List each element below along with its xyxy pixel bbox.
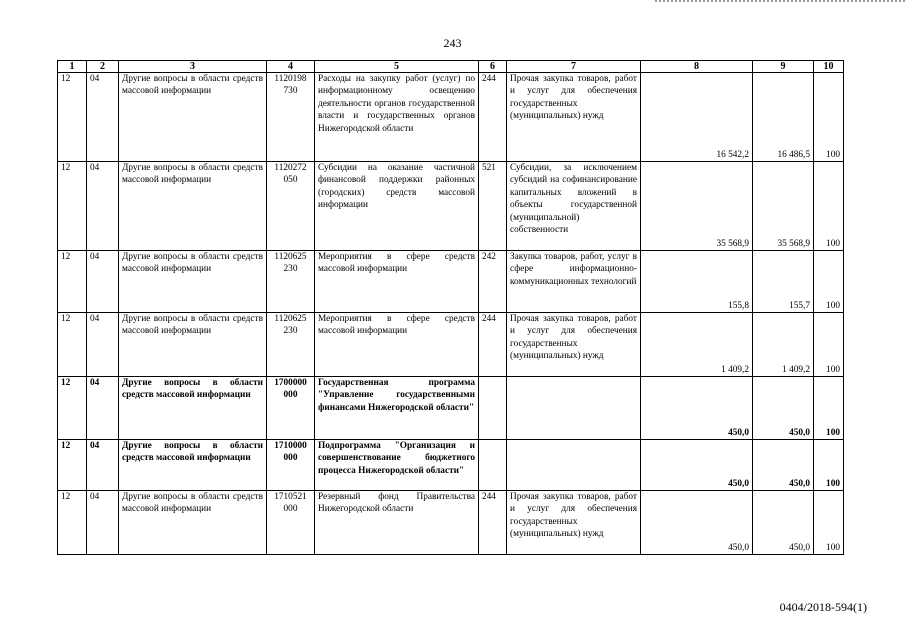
col-header-10: 10 bbox=[814, 61, 844, 73]
cell-target-name: Подпрограмма "Организация и совершенствование бюджетного процесса Нижегородской области" bbox=[315, 440, 479, 491]
cell-target-name: Резервный фонд Правительства Нижегородской области bbox=[315, 491, 479, 555]
table-row bbox=[58, 251, 844, 313]
cell-percent: 100 bbox=[814, 491, 844, 555]
cell-expense-name: Прочая закупка товаров, работ и услуг для обеспечения государственных (муниципальных) нужд bbox=[507, 313, 641, 377]
col-header-2: 2 bbox=[87, 61, 119, 73]
cell-section-name: Другие вопросы в области средств массовой информации bbox=[119, 73, 267, 162]
table-row bbox=[58, 440, 844, 491]
cell-target-code: 1710000 000 bbox=[267, 440, 315, 491]
cell-expense-name: Закупка товаров, работ, услуг в сфере информационно-коммуникационных технологий bbox=[507, 251, 641, 313]
cell-planned: 1 409,2 bbox=[641, 313, 753, 377]
col-header-8: 8 bbox=[641, 61, 753, 73]
cell-target-name: Мероприятия в сфере средств массовой информации bbox=[315, 313, 479, 377]
cell-target-name: Субсидии на оказание частичной финансовой поддержки районных (городских) средств массовой информации bbox=[315, 162, 479, 251]
cell-expense-name: Субсидии, за исключением субсидий на софинансирование капитальных вложений в объекты государственной (муниципальной) собственности bbox=[507, 162, 641, 251]
table-row bbox=[58, 377, 844, 440]
cell-section-name: Другие вопросы в области средств массовой информации bbox=[119, 162, 267, 251]
cell-planned: 35 568,9 bbox=[641, 162, 753, 251]
cell-expense-code: 244 bbox=[479, 491, 507, 555]
cell-subsection: 04 bbox=[87, 440, 119, 491]
table-row bbox=[58, 313, 844, 377]
cell-executed: 450,0 bbox=[753, 440, 814, 491]
cell-target-name: Расходы на закупку работ (услуг) по информационному освещению деятельности органов государственной власти и государственных органов Нижегородской области bbox=[315, 73, 479, 162]
cell-section: 12 bbox=[58, 251, 87, 313]
cell-section-name: Другие вопросы в области средств массовой информации bbox=[119, 251, 267, 313]
col-header-6: 6 bbox=[479, 61, 507, 73]
cell-expense-code: 244 bbox=[479, 73, 507, 162]
cell-expense-name: Прочая закупка товаров, работ и услуг для обеспечения государственных (муниципальных) нужд bbox=[507, 491, 641, 555]
col-header-7: 7 bbox=[507, 61, 641, 73]
cell-subsection: 04 bbox=[87, 491, 119, 555]
table-row bbox=[58, 162, 844, 251]
cell-executed: 155,7 bbox=[753, 251, 814, 313]
cell-executed: 16 486,5 bbox=[753, 73, 814, 162]
cell-percent: 100 bbox=[814, 73, 844, 162]
cell-executed: 450,0 bbox=[753, 491, 814, 555]
cell-section-name: Другие вопросы в области средств массовой информации bbox=[119, 491, 267, 555]
cell-percent: 100 bbox=[814, 313, 844, 377]
cell-target-code: 1120625 230 bbox=[267, 251, 315, 313]
cell-section: 12 bbox=[58, 162, 87, 251]
cell-planned: 450,0 bbox=[641, 440, 753, 491]
cell-expense-code: 244 bbox=[479, 313, 507, 377]
cell-percent: 100 bbox=[814, 251, 844, 313]
cell-planned: 450,0 bbox=[641, 491, 753, 555]
cell-planned: 155,8 bbox=[641, 251, 753, 313]
cell-executed: 450,0 bbox=[753, 377, 814, 440]
cell-expense-code bbox=[479, 440, 507, 491]
cell-subsection: 04 bbox=[87, 251, 119, 313]
cell-subsection: 04 bbox=[87, 73, 119, 162]
cell-section: 12 bbox=[58, 73, 87, 162]
table-row bbox=[58, 491, 844, 555]
cell-expense-code: 242 bbox=[479, 251, 507, 313]
cell-executed: 35 568,9 bbox=[753, 162, 814, 251]
cell-expense-name: Прочая закупка товаров, работ и услуг для обеспечения государственных (муниципальных) нужд bbox=[507, 73, 641, 162]
col-header-4: 4 bbox=[267, 61, 315, 73]
cell-expense-name bbox=[507, 377, 641, 440]
cell-planned: 450,0 bbox=[641, 377, 753, 440]
cell-target-code: 1700000 000 bbox=[267, 377, 315, 440]
cell-target-name: Мероприятия в сфере средств массовой информации bbox=[315, 251, 479, 313]
cell-target-code: 1120198 730 bbox=[267, 73, 315, 162]
cell-percent: 100 bbox=[814, 162, 844, 251]
cell-section: 12 bbox=[58, 313, 87, 377]
cell-target-code: 1120272 050 bbox=[267, 162, 315, 251]
col-header-1: 1 bbox=[58, 61, 87, 73]
table-row bbox=[58, 73, 844, 162]
col-header-9: 9 bbox=[753, 61, 814, 73]
cell-section: 12 bbox=[58, 440, 87, 491]
cell-target-code: 1710521 000 bbox=[267, 491, 315, 555]
cell-subsection: 04 bbox=[87, 313, 119, 377]
col-header-5: 5 bbox=[315, 61, 479, 73]
budget-table bbox=[57, 60, 844, 555]
cell-section-name: Другие вопросы в области средств массовой информации bbox=[119, 377, 267, 440]
cell-section: 12 bbox=[58, 491, 87, 555]
col-header-3: 3 bbox=[119, 61, 267, 73]
cell-section: 12 bbox=[58, 377, 87, 440]
page-number: 243 bbox=[443, 36, 462, 50]
scan-edge-dots bbox=[655, 0, 905, 5]
table-header-row bbox=[58, 61, 844, 73]
cell-target-name: Государственная программа "Управление государственными финансами Нижегородской области" bbox=[315, 377, 479, 440]
cell-expense-code bbox=[479, 377, 507, 440]
cell-expense-name bbox=[507, 440, 641, 491]
cell-subsection: 04 bbox=[87, 377, 119, 440]
cell-section-name: Другие вопросы в области средств массовой информации bbox=[119, 313, 267, 377]
cell-expense-code: 521 bbox=[479, 162, 507, 251]
cell-subsection: 04 bbox=[87, 162, 119, 251]
cell-percent: 100 bbox=[814, 377, 844, 440]
cell-target-code: 1120625 230 bbox=[267, 313, 315, 377]
cell-section-name: Другие вопросы в области средств массовой информации bbox=[119, 440, 267, 491]
cell-planned: 16 542,2 bbox=[641, 73, 753, 162]
cell-executed: 1 409,2 bbox=[753, 313, 814, 377]
cell-percent: 100 bbox=[814, 440, 844, 491]
document-code: 0404/2018-594(1) bbox=[779, 600, 867, 614]
